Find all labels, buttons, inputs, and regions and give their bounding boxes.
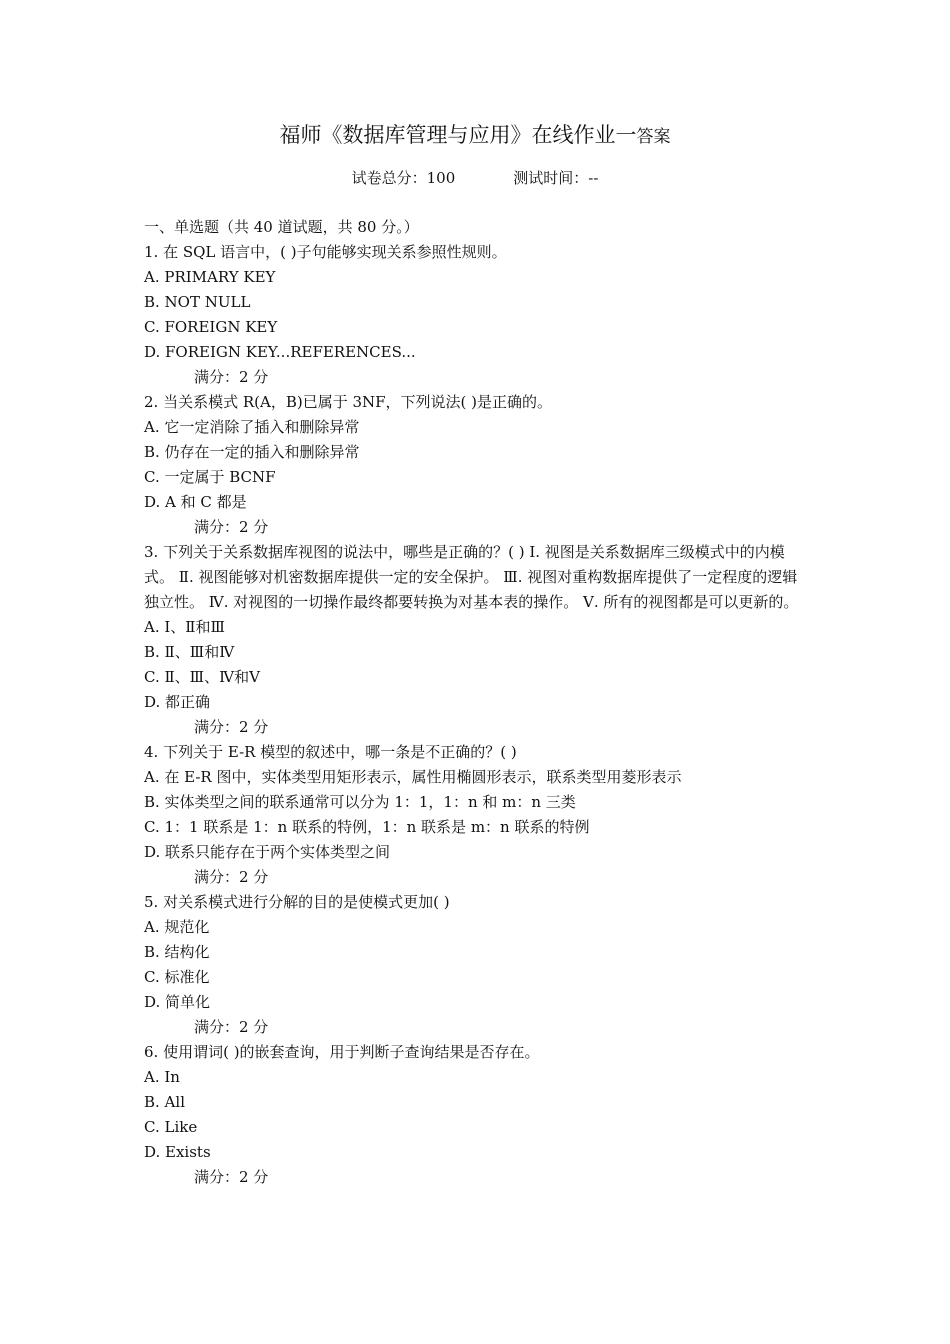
- option-a: A. 在 E-R 图中，实体类型用矩形表示，属性用椭圆形表示，联系类型用菱形表示: [144, 768, 682, 786]
- title-suffix: 答案: [636, 127, 671, 147]
- option-b: B. 结构化: [144, 943, 210, 961]
- option-a: A. 它一定消除了插入和删除异常: [144, 418, 360, 436]
- question-text: 2. 当关系模式 R(A，B)已属于 3NF，下列说法( )是正确的。: [144, 393, 553, 411]
- option-a: A. Ⅰ、Ⅱ和Ⅲ: [144, 618, 225, 636]
- option-c: C. 标准化: [144, 968, 210, 986]
- option-b: B. NOT NULL: [144, 293, 251, 311]
- document-title: [0, 120, 950, 152]
- title-main: 福师《数据库管理与应用》在线作业一: [279, 123, 637, 147]
- option-a: A. In: [144, 1068, 180, 1086]
- section-heading: 一、单选题（共 40 道试题，共 80 分。）: [144, 218, 419, 236]
- question-text: 4. 下列关于 E-R 模型的叙述中，哪一条是不正确的？( ): [144, 743, 517, 761]
- option-d: D. 简单化: [144, 993, 211, 1011]
- option-b: B. Ⅱ、Ⅲ和Ⅳ: [144, 643, 235, 661]
- question-list: [144, 215, 812, 1190]
- option-d: D. 都正确: [144, 693, 211, 711]
- option-d: D. FOREIGN KEY...REFERENCES...: [144, 343, 416, 361]
- question-text: 5. 对关系模式进行分解的目的是使模式更加( ): [144, 893, 450, 911]
- option-a: A. 规范化: [144, 918, 210, 936]
- question-score: 满分：2 分: [194, 1168, 269, 1186]
- option-b: B. 实体类型之间的联系通常可以分为 1：1，1：n 和 m：n 三类: [144, 793, 576, 811]
- question-score: 满分：2 分: [194, 368, 269, 386]
- question-text: 6. 使用谓词( )的嵌套查询，用于判断子查询结果是否存在。: [144, 1043, 540, 1061]
- option-c: C. Like: [144, 1118, 198, 1136]
- test-time: 测试时间：--: [513, 169, 599, 187]
- total-score: 试卷总分：100: [351, 169, 456, 187]
- option-c: C. Ⅱ、Ⅲ、Ⅳ和Ⅴ: [144, 668, 260, 686]
- option-c: C. 一定属于 BCNF: [144, 468, 276, 486]
- question-score: 满分：2 分: [194, 518, 269, 536]
- question-text: 1. 在 SQL 语言中，( )子句能够实现关系参照性规则。: [144, 243, 507, 261]
- option-b: B. All: [144, 1093, 185, 1111]
- option-b: B. 仍存在一定的插入和删除异常: [144, 443, 360, 461]
- exam-meta: [0, 167, 950, 189]
- option-d: D. Exists: [144, 1143, 211, 1161]
- option-c: C. 1：1 联系是 1：n 联系的特例，1：n 联系是 m：n 联系的特例: [144, 818, 590, 836]
- question-text: 3. 下列关于关系数据库视图的说法中，哪些是正确的？( ) Ⅰ. 视图是关系数据库三级模式中的内模式。 Ⅱ. 视图能够对机密数据库提供一定的安全保护。 Ⅲ. 视图对重构数据库提供了一定程度的逻辑独立性。 Ⅳ. 对视图的一切操作最终都要转换为对基本表的操作。 Ⅴ. 所有的视图都是可以更新的。: [144, 543, 799, 611]
- option-c: C. FOREIGN KEY: [144, 318, 278, 336]
- option-a: A. PRIMARY KEY: [144, 268, 276, 286]
- question-score: 满分：2 分: [194, 868, 269, 886]
- option-d: D. A 和 C 都是: [144, 493, 247, 511]
- question-score: 满分：2 分: [194, 1018, 269, 1036]
- question-score: 满分：2 分: [194, 718, 269, 736]
- option-d: D. 联系只能存在于两个实体类型之间: [144, 843, 391, 861]
